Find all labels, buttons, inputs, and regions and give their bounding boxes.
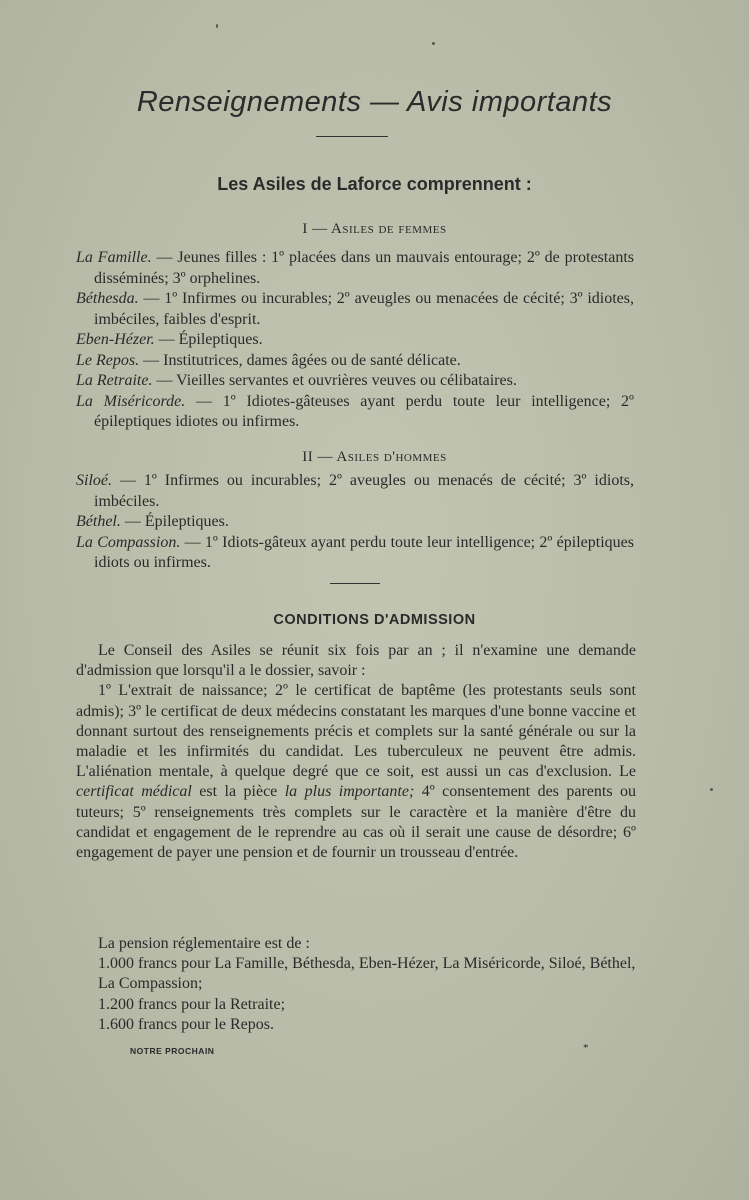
- pension-line-1: 1.000 francs pour La Famille, Béthesda, Eben-Hézer, La Miséricorde, Siloé, Béthel, La Compassion;: [98, 955, 636, 993]
- list-item: Béthel. — Épileptiques.: [76, 513, 229, 530]
- pension-block: [76, 934, 636, 1035]
- women-list: [76, 248, 634, 433]
- list-item: La Famille. — Jeunes filles : 1º placées dans un mauvais entourage; 2º de protestants disséminés; 3º orphelines.: [76, 249, 635, 287]
- pension-line-2: 1.200 francs pour la Retraite;: [98, 995, 286, 1013]
- paper-speck: [432, 42, 435, 45]
- paper-speck: [216, 24, 218, 28]
- page-title: Renseignements — Avis importants: [136, 86, 613, 118]
- pension-intro: La pension réglementaire est de :: [98, 935, 310, 952]
- footnote-mark: *: [583, 1042, 589, 1054]
- conditions-text: [76, 641, 636, 863]
- conditions-paragraph-1: Le Conseil des Asiles se réunit six fois par an ; il n'examine une demande d'admission que lorsqu'il a le dossier, savoir :: [76, 642, 636, 680]
- men-heading: II — Asiles d'hommes: [302, 449, 447, 465]
- conditions-heading: CONDITIONS D'ADMISSION: [273, 612, 476, 628]
- section-subtitle: Les Asiles de Laforce comprennent :: [217, 174, 532, 194]
- list-item: Siloé. — 1º Infirmes ou incurables; 2º aveugles ou menacés de cécité; 3º idiots, imbéciles.: [76, 472, 634, 510]
- list-item: Eben-Hézer. — Épileptiques.: [76, 331, 263, 348]
- title-rule: [316, 136, 388, 137]
- section-rule: [330, 583, 380, 584]
- footer-text: NOTRE PROCHAIN: [130, 1046, 215, 1056]
- list-item: La Compassion. — 1º Idiots-gâteux ayant perdu toute leur intelligence; 2º épileptiques idiots ou infirmes.: [76, 533, 634, 571]
- women-heading: I — Asiles de femmes: [302, 221, 447, 237]
- list-item: Le Repos. — Institutrices, dames âgées ou de santé délicate.: [76, 351, 461, 369]
- list-item: Béthesda. — 1º Infirmes ou incurables; 2º aveugles ou menacées de cécité; 3º idiotes, imbéciles, faibles d'esprit.: [76, 290, 634, 328]
- paper-speck: [710, 788, 713, 791]
- list-item: La Miséricorde. — 1º Idiotes-gâteuses ayant perdu toute leur intelligence; 2º épileptiques idiotes ou infirmes.: [76, 392, 634, 430]
- conditions-paragraph-2: 1º L'extrait de naissance; 2º le certificat de baptême (les protestants seuls sont admis); 3º le certificat de deux médecins constatant les marques d'une bonne vaccine et donnant surtout des renseignements précis et complets sur la santé générale ou sur la maladie et les infirmités du candidat. Les tuberculeux ne peuvent être admis. L'aliénation mentale, à quelque degré que ce soit, est aussi un cas d'exclusion. Le certificat médical est la pièce la plus importante; 4º consentement des parents ou tuteurs; 5º renseignements très complets sur le caractère et la manière d'être du candidat et engagement de le reprendre au cas où il serait une cause de désordre; 6º engagement de payer une pension et de fournir un trousseau d'entrée.: [76, 682, 636, 862]
- list-item: La Retraite. — Vieilles servantes et ouvrières veuves ou célibataires.: [76, 372, 517, 389]
- pension-line-3: 1.600 francs pour le Repos.: [98, 1015, 274, 1033]
- men-list: [76, 471, 634, 574]
